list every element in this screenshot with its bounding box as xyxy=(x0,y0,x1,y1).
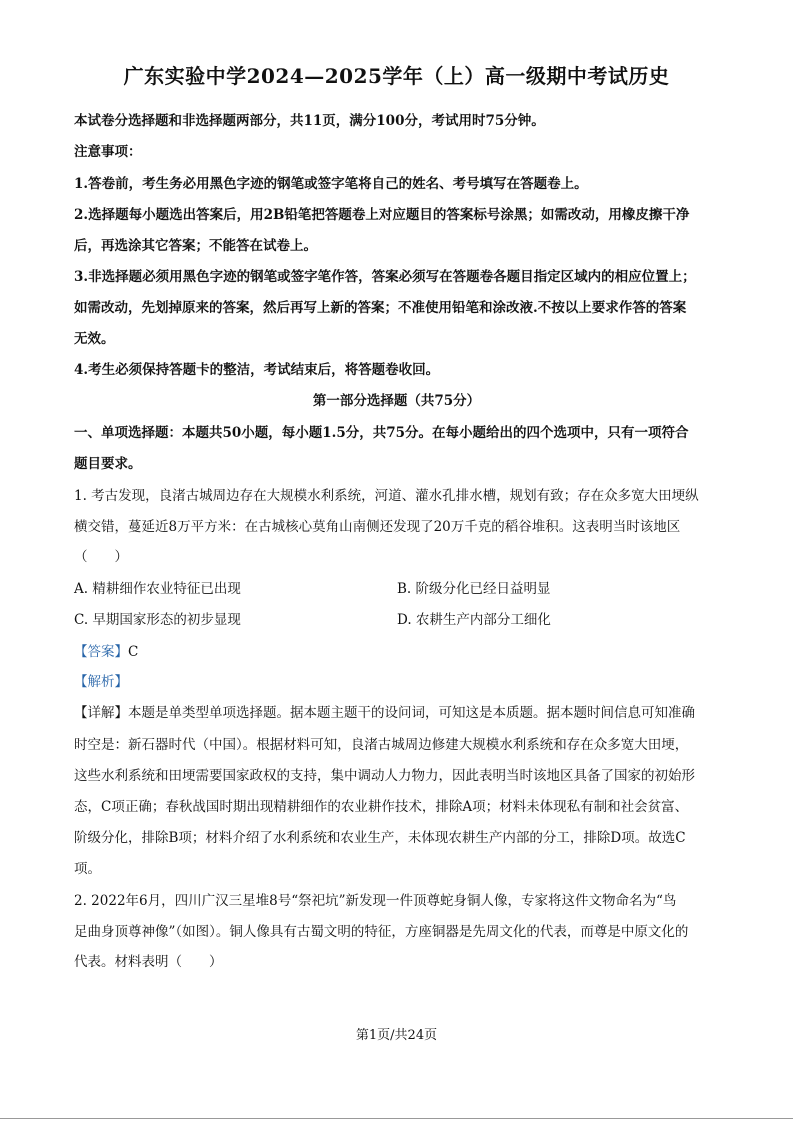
detail-text: 本题是单类型单项选择题。据本题主题干的设问词，可知这是本质题。据本题时间信息可知准确 xyxy=(128,705,695,721)
q1-stem: 横交错，蔓延近8万平方米：在古城核心莫角山南侧还发现了20万千克的稻谷堆积。这表明当时该地区 xyxy=(74,519,681,535)
answer-value: C xyxy=(128,644,139,660)
q1-detail: 态，C项正确；春秋战国时期出现精耕细作的农业耕作技术，排除A项；材料未体现私有制和社会贫富、 xyxy=(74,799,689,815)
q2-stem: 2. 2022年6月，四川广汉三星堆8号“祭祀坑”新发现一件顶尊蛇身铜人像，专家将这件文物命名为“鸟 xyxy=(74,893,677,909)
answer-tag: 【答案】 xyxy=(74,644,128,660)
q1-detail: 阶级分化，排除B项；材料介绍了水利系统和农业生产，未体现农耕生产内部的分工，排除D项。故选C xyxy=(74,830,686,846)
q1-detail: 项。 xyxy=(74,861,101,877)
notice-line: 4.考生必须保持答题卡的整洁，考试结束后，将答题卷收回。 xyxy=(74,362,440,378)
intro-text: 本试卷分选择题和非选择题两部分，共11页，满分100分，考试用时75分钟。 xyxy=(74,113,545,129)
q1-answer xyxy=(74,640,724,660)
notice-line: 无效。 xyxy=(74,331,115,347)
notice-line: 2.选择题每小题选出答案后，用2B铅笔把答题卷上对应题目的答案标号涂黑；如需改动，用橡皮擦干净 xyxy=(74,207,690,223)
q1-detail: 这些水利系统和田埂需要国家政权的支持，集中调动人力物力，因此表明当时该地区具备了国家的初始形 xyxy=(74,768,695,784)
q1-option-c: C. 早期国家形态的初步显现 xyxy=(74,612,241,628)
section1-instructions: 题目要求。 xyxy=(74,456,142,472)
q1-stem: （ ） xyxy=(74,549,128,565)
q2-stem: 足曲身顶尊神像”（如图）。铜人像具有古蜀文明的特征，方座铜器是先周文化的代表，而尊是中原文化的 xyxy=(74,924,689,940)
q1-detail: 时空是：新石器时代（中国）。根据材料可知，良渚古城周边修建大规模水利系统和存在众多宽大田埂， xyxy=(74,737,689,753)
notice-line: 后，再选涂其它答案；不能答在试卷上。 xyxy=(74,238,317,254)
page-footer: 第1页/共24页 xyxy=(355,1028,438,1043)
divider xyxy=(0,1118,793,1119)
q1-stem: 1. 考古发现，良渚古城周边存在大规模水利系统，河道、灌水孔排水槽，规划有致；存在众多宽大田埂纵 xyxy=(74,488,699,504)
q1-option-d: D. 农耕生产内部分工细化 xyxy=(397,612,551,628)
section1-instructions: 一、单项选择题：本题共50小题，每小题1.5分，共75分。在每小题给出的四个选项中，只有一项符合 xyxy=(74,425,689,441)
notice-line: 1.答卷前，考生务必用黑色字迹的钢笔或签字笔将自己的姓名、考号填写在答题卷上。 xyxy=(74,176,588,192)
part1-heading: 第一部分选择题（共75分） xyxy=(312,393,481,409)
q2-stem: 代表。材料表明（ ） xyxy=(74,954,223,970)
detail-tag: 【详解】 xyxy=(74,705,128,721)
q1-detail xyxy=(74,701,724,721)
notice-line: 如需改动，先划掉原来的答案，然后再写上新的答案；不准使用铅笔和涂改液.不按以上要求作答的答案 xyxy=(74,300,687,316)
page-title: 广东实验中学2024—2025学年（上）高一级期中考试历史 xyxy=(123,64,670,88)
notice-heading: 注意事项： xyxy=(74,144,142,160)
notice-line: 3.非选择题必须用黑色字迹的钢笔或签字笔作答，答案必须写在答题卷各题目指定区域内的相应位置上； xyxy=(74,269,696,285)
q1-option-a: A. 精耕细作农业特征已出现 xyxy=(74,581,241,597)
analysis-tag: 【解析】 xyxy=(74,674,128,690)
q1-option-b: B. 阶级分化已经日益明显 xyxy=(397,581,551,597)
